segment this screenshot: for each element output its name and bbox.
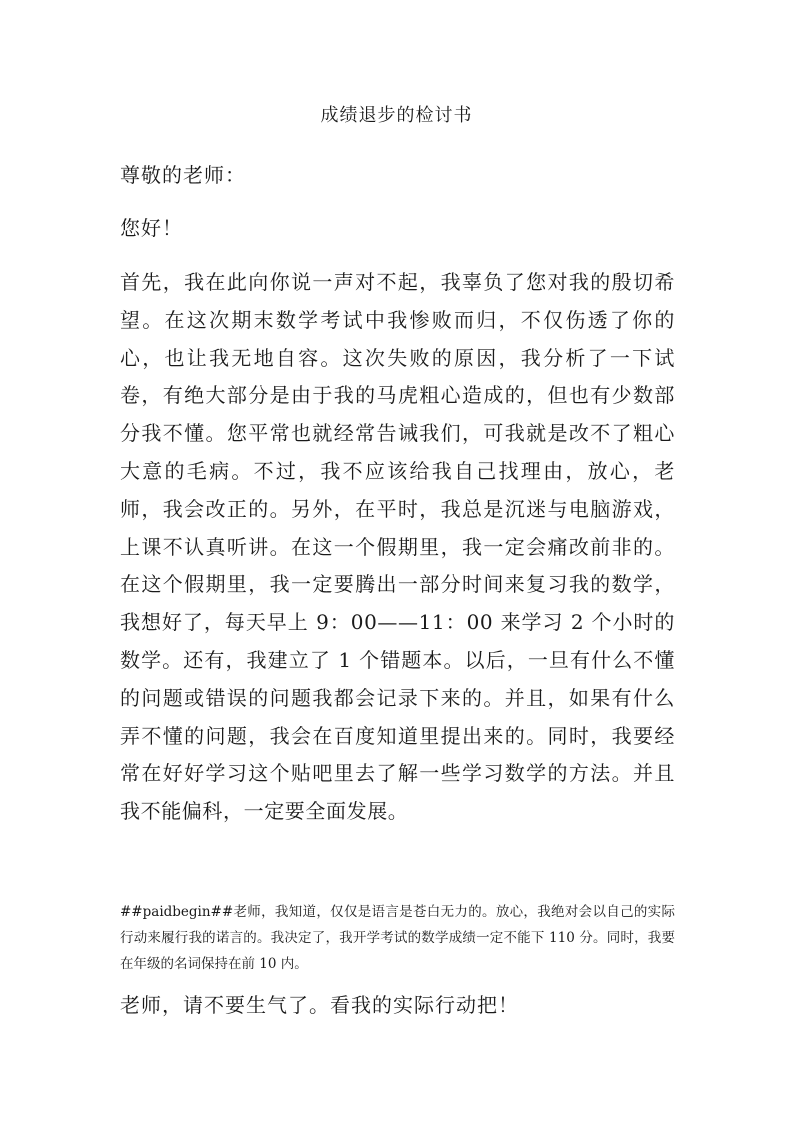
- body-paragraph: 首先，我在此向你说一声对不起，我辜负了您对我的殷切希望。在这次期末数学考试中我惨败而归，不仅伤透了你的心，也让我无地自容。这次失败的原因，我分析了一下试卷，有绝大部分是由于我的马虎粗心造成的，但也有少数部分我不懂。您平常也就经常告诫我们，可我就是改不了粗心大意的毛病。不过，我不应该给我自己找理由，放心，老师，我会改正的。另外，在平时，我总是沉迷与电脑游戏，上课不认真听讲。在这一个假期里，我一定会痛改前非的。在这个假期里，我一定要腾出一部分时间来复习我的数学，我想好了，每天早上 9：00——11：00 来学习 2 个小时的数学。还有，我建立了 1 个错题本。以后，一旦有什么不懂的问题或错误的问题我都会记录下来的。并且，如果有什么弄不懂的问题，我会在百度知道里提出来的。同时，我要经常在好好学习这个贴吧里去了解一些学习数学的方法。并且我不能偏科，一定要全面发展。: [120, 270, 675, 824]
- small-paragraph: ##paidbegin##老师，我知道，仅仅是语言是苍白无力的。放心，我绝对会以自己的实际行动来履行我的诺言的。我决定了，我开学考试的数学成绩一定不能下 110 分。同时，我要在年级的名词保持在前 10 内。: [120, 904, 675, 972]
- closing-line: 老师，请不要生气了。看我的实际行动把！: [120, 993, 519, 1017]
- greeting: 您好！: [120, 216, 183, 240]
- document-title: 成绩退步的检讨书: [320, 105, 473, 126]
- salutation: 尊敬的老师：: [120, 163, 246, 187]
